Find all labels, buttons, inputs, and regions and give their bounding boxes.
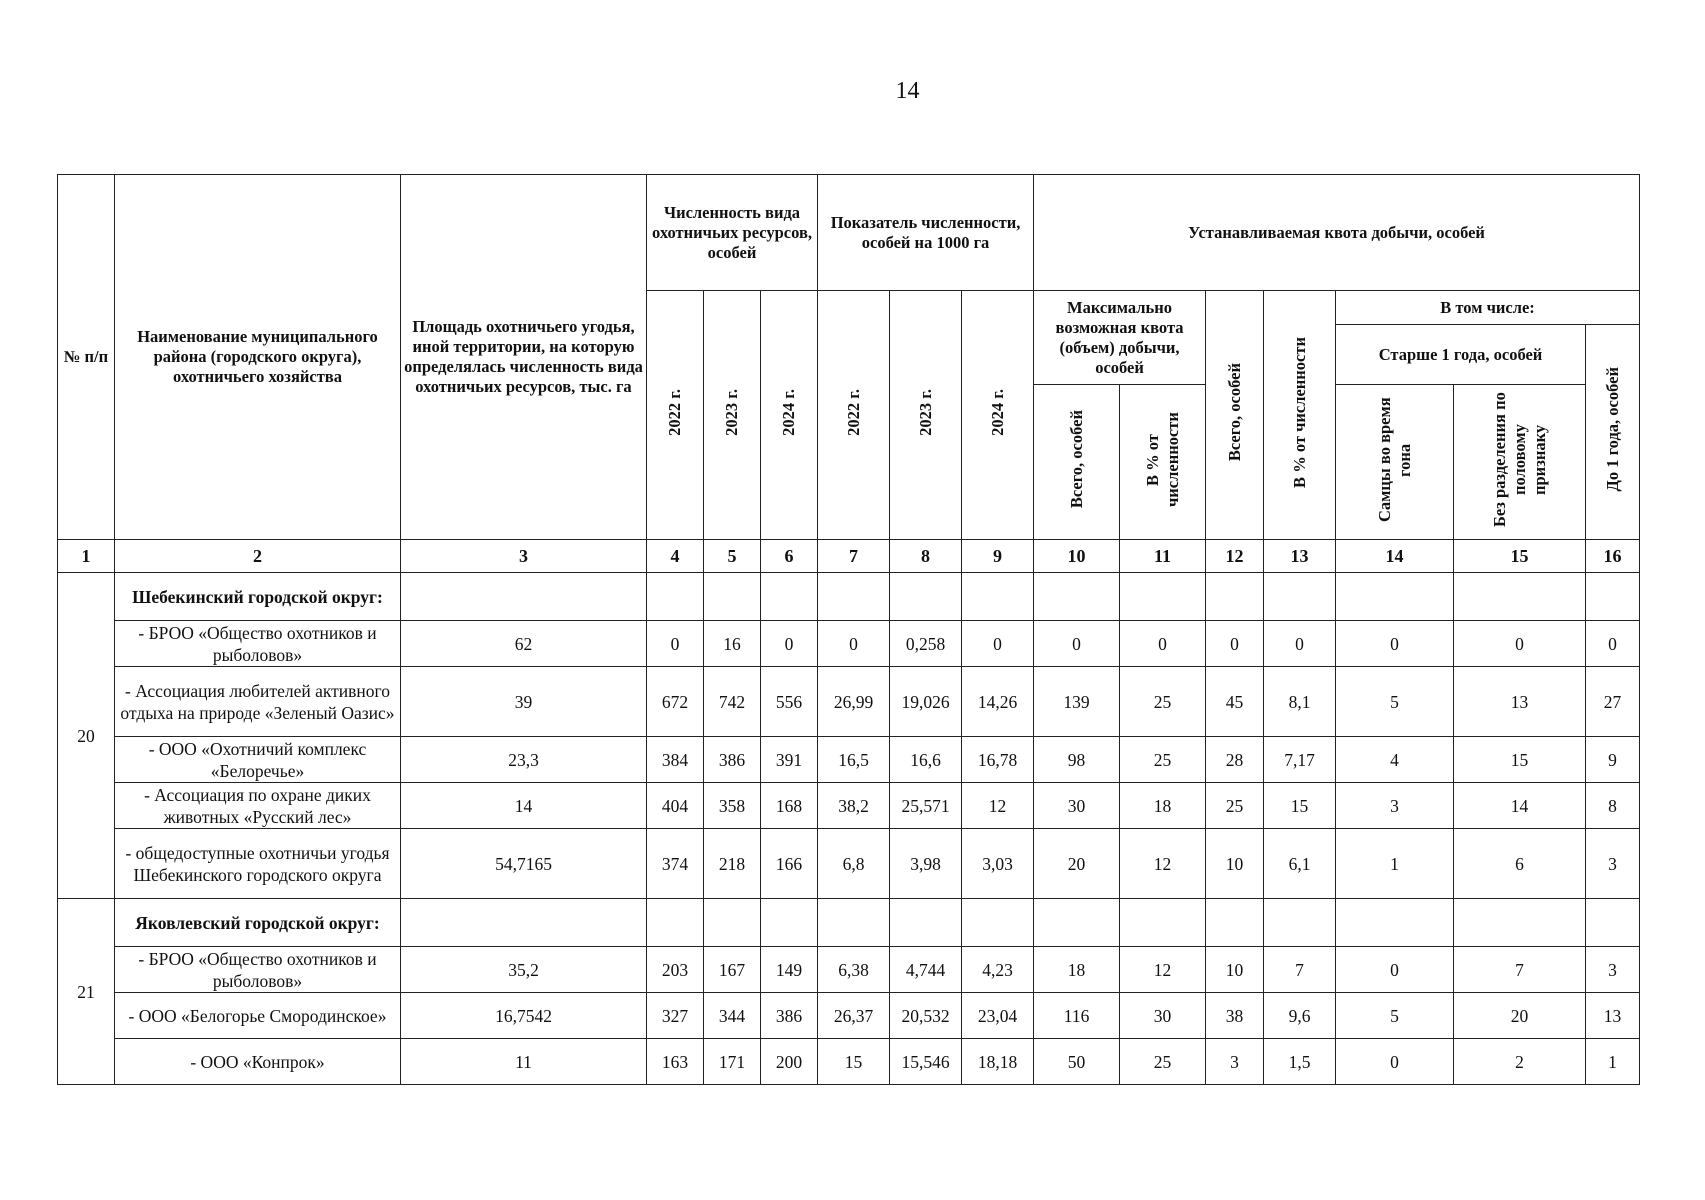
table-cell: 13 — [1586, 993, 1640, 1039]
header-population: Численность вида охотничьих ресурсов, особей — [647, 175, 818, 291]
table-cell: 20 — [1034, 829, 1120, 899]
header-total: Всего, особей — [1206, 291, 1264, 540]
table-cell: 2 — [1454, 1039, 1586, 1085]
empty-cell — [1454, 899, 1586, 947]
table-cell: 3,03 — [962, 829, 1034, 899]
col-number: 11 — [1120, 540, 1206, 573]
table-row — [58, 783, 1640, 829]
table-cell: 358 — [704, 783, 761, 829]
table-cell: 18 — [1120, 783, 1206, 829]
header-quota: Устанавливаемая квота добычи, особей — [1034, 175, 1640, 291]
table-cell: 25 — [1120, 667, 1206, 737]
table-row — [58, 829, 1640, 899]
table-cell: 0 — [1264, 621, 1336, 667]
col-number: 1 — [58, 540, 115, 573]
table-cell: 25,571 — [890, 783, 962, 829]
table-cell: 1 — [1336, 829, 1454, 899]
table-cell: 6 — [1454, 829, 1586, 899]
table-cell: 344 — [704, 993, 761, 1039]
empty-cell — [1264, 573, 1336, 621]
table-cell: 16,78 — [962, 737, 1034, 783]
table-cell: 10 — [1206, 947, 1264, 993]
table-cell: 1,5 — [1264, 1039, 1336, 1085]
hunting-farm-name: - ООО «Белогорье Смородинское» — [115, 993, 401, 1039]
hunting-farm-name: - Ассоциация по охране диких животных «Русский лес» — [115, 783, 401, 829]
table-row — [58, 621, 1640, 667]
empty-cell — [1586, 899, 1640, 947]
table-cell: 386 — [704, 737, 761, 783]
empty-cell — [761, 573, 818, 621]
header-older: Старше 1 года, особей — [1336, 325, 1586, 385]
table-cell: 200 — [761, 1039, 818, 1085]
table-cell: 3 — [1336, 783, 1454, 829]
header-max-quota: Максимально возможная квота (объем) добычи, особей — [1034, 291, 1206, 385]
group-title-row — [58, 899, 1640, 947]
table-cell: 4 — [1336, 737, 1454, 783]
header-density-2024: 2024 г. — [962, 291, 1034, 540]
empty-cell — [962, 899, 1034, 947]
table-cell: 20 — [1454, 993, 1586, 1039]
table-cell: 30 — [1034, 783, 1120, 829]
table-cell: 14 — [1454, 783, 1586, 829]
table-cell: 12 — [1120, 829, 1206, 899]
hunting-farm-name: - БРОО «Общество охотников и рыболовов» — [115, 621, 401, 667]
table-cell: 18,18 — [962, 1039, 1034, 1085]
col-number: 6 — [761, 540, 818, 573]
header-density-2022: 2022 г. — [818, 291, 890, 540]
table-cell: 0 — [1586, 621, 1640, 667]
table-cell: 168 — [761, 783, 818, 829]
page-number: 14 — [895, 78, 920, 104]
header-area: Площадь охотничьего угодья, иной территории, на которую определялась численность вида охотничьих ресурсов, тыс. га — [401, 175, 647, 540]
header-pct: В % от численности — [1264, 291, 1336, 540]
empty-cell — [890, 899, 962, 947]
col-number: 12 — [1206, 540, 1264, 573]
empty-cell — [704, 899, 761, 947]
table-cell: 5 — [1336, 993, 1454, 1039]
header-pop-2022: 2022 г. — [647, 291, 704, 540]
header-density: Показатель численности, особей на 1000 га — [818, 175, 1034, 291]
hunting-farm-name: - общедоступные охотничьи угодья Шебекинского городского округа — [115, 829, 401, 899]
table-cell: 3 — [1206, 1039, 1264, 1085]
group-title-row — [58, 573, 1640, 621]
empty-cell — [890, 573, 962, 621]
empty-cell — [1586, 573, 1640, 621]
table-row — [58, 947, 1640, 993]
table-cell: 19,026 — [890, 667, 962, 737]
table-cell: 0 — [818, 621, 890, 667]
table-cell: 163 — [647, 1039, 704, 1085]
col-number: 7 — [818, 540, 890, 573]
table-cell: 386 — [761, 993, 818, 1039]
table-cell: 7 — [1454, 947, 1586, 993]
header-incl: В том числе: — [1336, 291, 1640, 325]
table-cell: 98 — [1034, 737, 1120, 783]
table-cell: 15 — [818, 1039, 890, 1085]
table-cell: 0,258 — [890, 621, 962, 667]
empty-cell — [1034, 899, 1120, 947]
table-cell: 12 — [1120, 947, 1206, 993]
col-number: 10 — [1034, 540, 1120, 573]
table-cell: 8 — [1586, 783, 1640, 829]
empty-cell — [1454, 573, 1586, 621]
table-cell: 16 — [704, 621, 761, 667]
table-cell: 0 — [1336, 1039, 1454, 1085]
table-cell: 6,38 — [818, 947, 890, 993]
table-cell: 149 — [761, 947, 818, 993]
table-row — [58, 737, 1640, 783]
empty-cell — [962, 573, 1034, 621]
header-density-2023: 2023 г. — [890, 291, 962, 540]
table-cell: 5 — [1336, 667, 1454, 737]
table-cell: 16,6 — [890, 737, 962, 783]
empty-cell — [1206, 899, 1264, 947]
empty-cell — [401, 899, 647, 947]
table-cell: 167 — [704, 947, 761, 993]
table-cell: 15 — [1264, 783, 1336, 829]
table-cell: 218 — [704, 829, 761, 899]
table-cell: 0 — [1336, 947, 1454, 993]
table-cell: 3,98 — [890, 829, 962, 899]
header-young: До 1 года, особей — [1586, 325, 1640, 540]
table-cell: 50 — [1034, 1039, 1120, 1085]
table-cell: 3 — [1586, 829, 1640, 899]
table-cell: 7 — [1264, 947, 1336, 993]
header-nosex: Без разделения по половому признаку — [1454, 385, 1586, 540]
table-cell: 23,3 — [401, 737, 647, 783]
empty-cell — [1336, 573, 1454, 621]
table-cell: 16,5 — [818, 737, 890, 783]
col-number: 15 — [1454, 540, 1586, 573]
table-cell: 0 — [1034, 621, 1120, 667]
table-cell: 39 — [401, 667, 647, 737]
table-cell: 0 — [1336, 621, 1454, 667]
table-row — [58, 667, 1640, 737]
table-cell: 0 — [1206, 621, 1264, 667]
table-cell: 0 — [962, 621, 1034, 667]
table-cell: 25 — [1120, 1039, 1206, 1085]
table-cell: 12 — [962, 783, 1034, 829]
table-cell: 7,17 — [1264, 737, 1336, 783]
empty-cell — [401, 573, 647, 621]
table-cell: 9,6 — [1264, 993, 1336, 1039]
table-cell: 16,7542 — [401, 993, 647, 1039]
empty-cell — [704, 573, 761, 621]
table-cell: 0 — [1120, 621, 1206, 667]
table-cell: 25 — [1206, 783, 1264, 829]
table-cell: 3 — [1586, 947, 1640, 993]
table-cell: 171 — [704, 1039, 761, 1085]
table-cell: 0 — [1454, 621, 1586, 667]
table-cell: 23,04 — [962, 993, 1034, 1039]
table-cell: 139 — [1034, 667, 1120, 737]
col-number: 5 — [704, 540, 761, 573]
column-number-row — [58, 540, 1640, 573]
hunting-farm-name: - БРОО «Общество охотников и рыболовов» — [115, 947, 401, 993]
col-number: 13 — [1264, 540, 1336, 573]
table-cell: 35,2 — [401, 947, 647, 993]
table-cell: 6,1 — [1264, 829, 1336, 899]
col-number: 14 — [1336, 540, 1454, 573]
table-cell: 327 — [647, 993, 704, 1039]
table-cell: 6,8 — [818, 829, 890, 899]
empty-cell — [647, 573, 704, 621]
table-cell: 26,37 — [818, 993, 890, 1039]
header-num: № п/п — [58, 175, 115, 540]
header-pop-2023: 2023 г. — [704, 291, 761, 540]
empty-cell — [1206, 573, 1264, 621]
empty-cell — [761, 899, 818, 947]
table-cell: 20,532 — [890, 993, 962, 1039]
table-cell: 203 — [647, 947, 704, 993]
empty-cell — [818, 899, 890, 947]
table-cell: 0 — [647, 621, 704, 667]
table-cell: 62 — [401, 621, 647, 667]
hunting-farm-name: - ООО «Охотничий комплекс «Белоречье» — [115, 737, 401, 783]
table-cell: 25 — [1120, 737, 1206, 783]
table-cell: 28 — [1206, 737, 1264, 783]
table-cell: 38,2 — [818, 783, 890, 829]
col-number: 8 — [890, 540, 962, 573]
table-cell: 1 — [1586, 1039, 1640, 1085]
empty-cell — [1120, 573, 1206, 621]
header-max-pct: В % от численности — [1120, 385, 1206, 540]
col-number: 16 — [1586, 540, 1640, 573]
table-cell: 54,7165 — [401, 829, 647, 899]
table-cell: 556 — [761, 667, 818, 737]
header-name: Наименование муниципального района (городского округа), охотничьего хозяйства — [115, 175, 401, 540]
table-cell: 4,744 — [890, 947, 962, 993]
table-cell: 116 — [1034, 993, 1120, 1039]
empty-cell — [818, 573, 890, 621]
table-cell: 14,26 — [962, 667, 1034, 737]
table-cell: 404 — [647, 783, 704, 829]
table-cell: 14 — [401, 783, 647, 829]
table-cell: 10 — [1206, 829, 1264, 899]
col-number: 9 — [962, 540, 1034, 573]
table-cell: 4,23 — [962, 947, 1034, 993]
table-cell: 0 — [761, 621, 818, 667]
empty-cell — [1034, 573, 1120, 621]
table-cell: 30 — [1120, 993, 1206, 1039]
table-cell: 166 — [761, 829, 818, 899]
col-number: 2 — [115, 540, 401, 573]
table-cell: 9 — [1586, 737, 1640, 783]
table-cell: 38 — [1206, 993, 1264, 1039]
table-row — [58, 993, 1640, 1039]
table-cell: 391 — [761, 737, 818, 783]
table-cell: 672 — [647, 667, 704, 737]
header-pop-2024: 2024 г. — [761, 291, 818, 540]
table-cell: 384 — [647, 737, 704, 783]
group-title: Шебекинский городской округ: — [115, 573, 401, 621]
header-max-total: Всего, особей — [1034, 385, 1120, 540]
group-title: Яковлевский городской округ: — [115, 899, 401, 947]
table-cell: 27 — [1586, 667, 1640, 737]
table-cell: 15 — [1454, 737, 1586, 783]
table-cell: 15,546 — [890, 1039, 962, 1085]
header-males: Самцы во время гона — [1336, 385, 1454, 540]
empty-cell — [1120, 899, 1206, 947]
hunting-quota-table — [57, 174, 1640, 1085]
empty-cell — [1336, 899, 1454, 947]
col-number: 3 — [401, 540, 647, 573]
table-cell: 11 — [401, 1039, 647, 1085]
empty-cell — [647, 899, 704, 947]
table-row — [58, 1039, 1640, 1085]
table-cell: 26,99 — [818, 667, 890, 737]
hunting-farm-name: - Ассоциация любителей активного отдыха на природе «Зеленый Оазис» — [115, 667, 401, 737]
hunting-farm-name: - ООО «Конпрок» — [115, 1039, 401, 1085]
row-index: 21 — [58, 899, 115, 1085]
table-cell: 18 — [1034, 947, 1120, 993]
row-index: 20 — [58, 573, 115, 899]
col-number: 4 — [647, 540, 704, 573]
empty-cell — [1264, 899, 1336, 947]
table-cell: 374 — [647, 829, 704, 899]
table-cell: 8,1 — [1264, 667, 1336, 737]
table-cell: 742 — [704, 667, 761, 737]
table-body — [58, 573, 1640, 1085]
table-cell: 45 — [1206, 667, 1264, 737]
table-cell: 13 — [1454, 667, 1586, 737]
